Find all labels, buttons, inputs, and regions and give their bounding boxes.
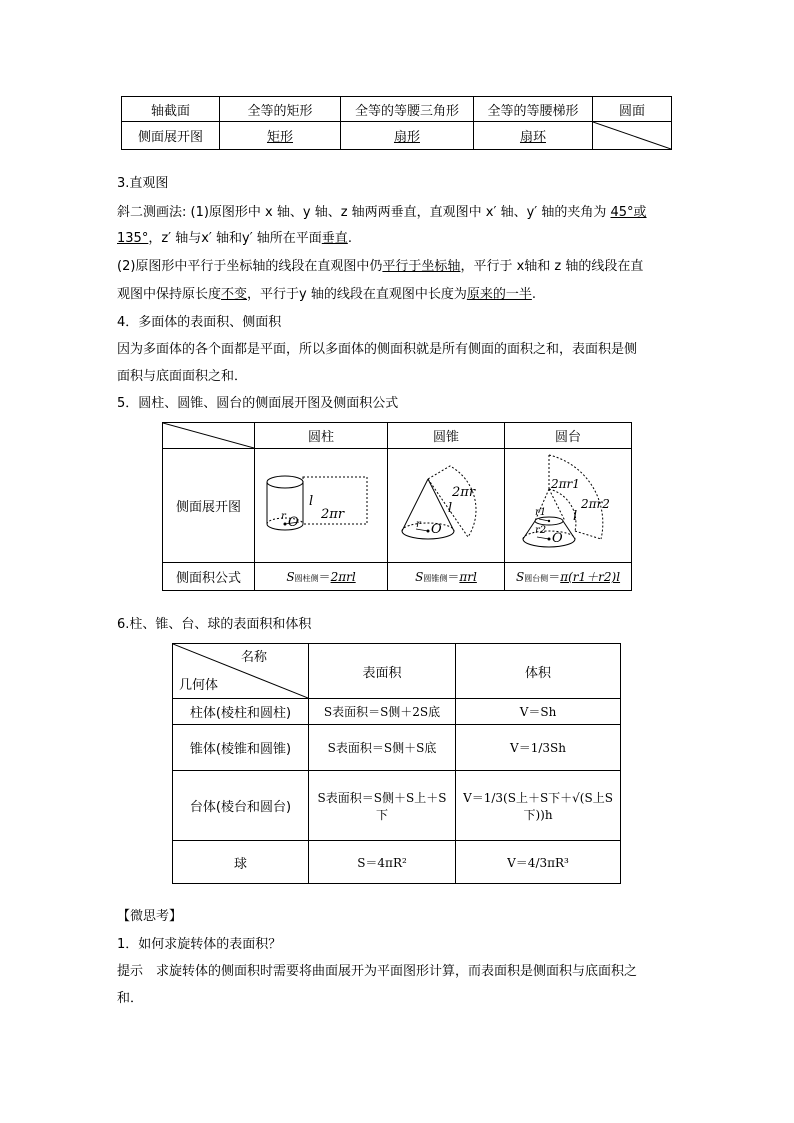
label-r: r [281,511,286,522]
cell: 轴截面 [122,97,220,122]
axial-section-table [121,96,672,150]
col-cone: 圆锥 [388,423,505,449]
cell: 矩形 [220,122,341,150]
cell: 侧面展开图 [122,122,220,150]
label-l: l [309,494,314,509]
para-oblique-2: 135°，z′ 轴与x′ 轴和y′ 轴所在平面垂直. [117,231,352,246]
section-6-heading: 6.柱、锥、台、球的表面积和体积 [117,617,312,632]
col-cylinder: 圆柱 [255,423,388,449]
header-area: 表面积 [309,644,456,699]
para-polyhedron-1: 因为多面体的各个面都是平面，所以多面体的侧面积就是所有侧面的面积之和，表面积是侧 [117,342,638,357]
row-volume: V＝1/3(S上＋S下＋√(S上S下))h [456,771,621,841]
formula-cone: S圆锥侧＝πrl [388,563,505,591]
area-volume-table [172,643,621,884]
lateral-area-table [162,422,632,591]
label-O: O [431,522,442,537]
cylinder-development-figure [255,449,387,562]
frustum-figure-cell [505,449,632,563]
para-oblique-3: (2)原图形中平行于坐标轴的线段在直观图中仍平行于坐标轴，平行于 x轴和 z 轴的线段在直 [117,259,644,274]
label-O: O [288,515,299,530]
frustum-development-figure [505,449,631,562]
label-r1: r1 [535,507,547,518]
para-polyhedron-2: 面积与底面面积之和． [117,369,248,384]
row-volume: V＝4/3πR³ [456,841,621,884]
header-name: 名称 [241,650,268,665]
para-oblique-4: 观图中保持原长度不变，平行于y 轴的线段在直观图中长度为原来的一半. [117,287,537,302]
think-question-1: 1．如何求旋转体的表面积？ [117,937,282,952]
think-answer-1-line1: 提示 求旋转体的侧面积时需要将曲面展开为平面图形计算，而表面积是侧面积与底面积之 [117,964,638,979]
label-r: r [416,519,421,530]
cell: 全等的等腰梯形 [474,97,593,122]
row-name: 柱体(棱柱和圆柱) [173,699,309,725]
label-l: l [573,509,578,524]
section-5-heading: 5．圆柱、圆锥、圆台的侧面展开图及侧面积公式 [117,396,399,411]
row-area: S＝4πR² [309,841,456,884]
think-answer-1-line2: 和． [117,991,144,1006]
think-heading: 【微思考】 [117,909,183,924]
label-2pir: 2πr [321,507,345,522]
diagonal-header-cell [163,423,255,449]
header-solid: 几何体 [179,678,219,693]
diagonal-cell [593,122,672,150]
col-frustum: 圆台 [505,423,632,449]
cell: 全等的矩形 [220,97,341,122]
cell: 扇形 [341,122,474,150]
cone-figure-cell [388,449,505,563]
row-name: 台体(棱台和圆台) [173,771,309,841]
cell: 全等的等腰三角形 [341,97,474,122]
row-area: S表面积＝S侧＋2S底 [309,699,456,725]
row-label-formula: 侧面积公式 [163,563,255,591]
label-O: O [552,531,563,546]
formula-frustum: S圆台侧＝π(r1＋r2)l [505,563,632,591]
row-area: S表面积＝S侧＋S底 [309,725,456,771]
label-2pir: 2πr [452,485,476,500]
cell: 扇环 [474,122,593,150]
label-2pir2: 2πr2 [581,497,610,511]
header-volume: 体积 [456,644,621,699]
label-r2: r2 [535,525,547,536]
cell: 圆面 [593,97,672,122]
para-oblique-1: 斜二测画法: (1)原图形中 x 轴、y 轴、z 轴两两垂直，直观图中 x′ 轴、y′ 轴的夹角为 45°或 [117,205,647,220]
cylinder-figure-cell [255,449,388,563]
row-name: 锥体(棱锥和圆锥) [173,725,309,771]
cone-development-figure [388,449,504,562]
label-2pir1: 2πr1 [551,477,580,491]
row-name: 球 [173,841,309,884]
section-4-heading: 4．多面体的表面积、侧面积 [117,315,282,330]
formula-cylinder: S圆柱侧＝2πrl [255,563,388,591]
label-l: l [448,501,453,516]
row-label-development: 侧面展开图 [163,449,255,563]
row-area: S表面积＝S侧＋S上＋S下 [309,771,456,841]
section-3-heading: 3.直观图 [117,176,169,191]
diagonal-header-cell [173,644,309,699]
row-volume: V＝1/3Sh [456,725,621,771]
row-volume: V＝Sh [456,699,621,725]
